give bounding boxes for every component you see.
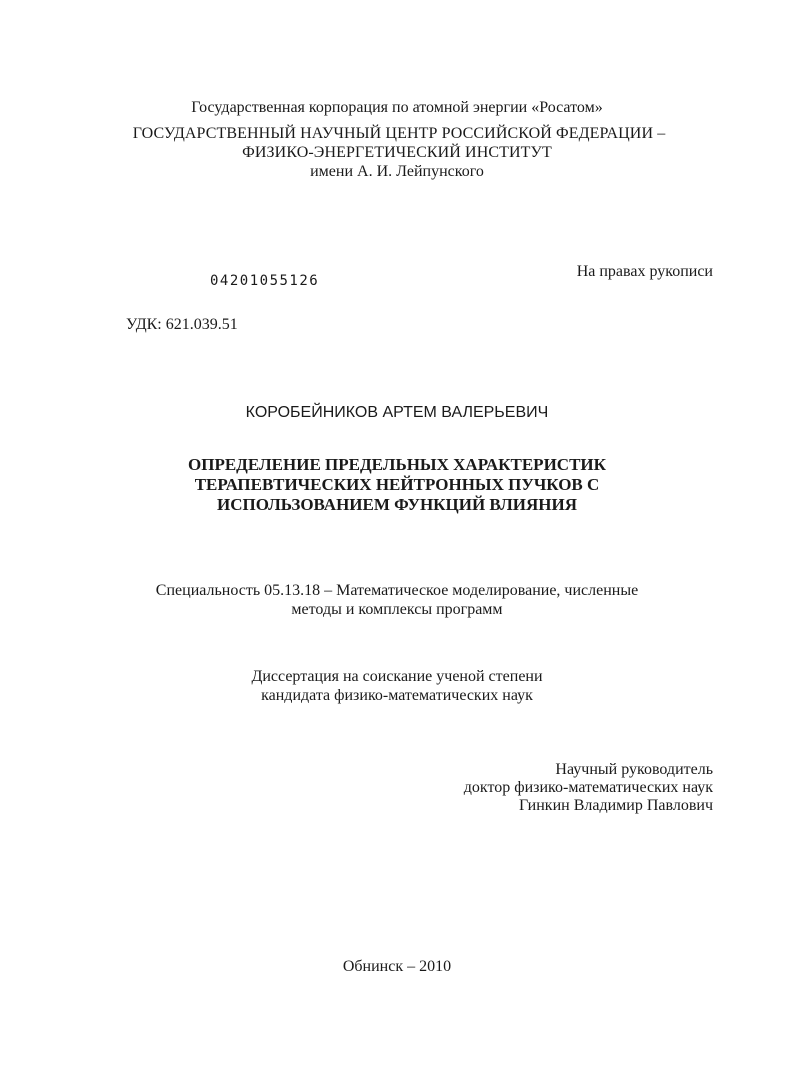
registration-number: 04201055126 [210,273,320,289]
center-line: ГОСУДАРСТВЕННЫЙ НАУЧНЫЙ ЦЕНТР РОССИЙСКОЙ ФЕДЕРАЦИИ – [132,125,666,142]
degree-line-1: Диссертация на соискание ученой степени [251,668,543,685]
title-line-3: ИСПОЛЬЗОВАНИЕМ ФУНКЦИЙ ВЛИЯНИЯ [216,495,577,514]
institute-name: ФИЗИКО-ЭНЕРГЕТИЧЕСКИЙ ИНСТИТУТ [242,144,552,161]
title-line-1: ОПРЕДЕЛЕНИЕ ПРЕДЕЛЬНЫХ ХАРАКТЕРИСТИК [188,455,606,474]
supervisor-role: Научный руководитель [555,761,713,778]
supervisor-degree: доктор физико-математических наук [463,779,713,796]
specialty-line-1: Специальность 05.13.18 – Математическое моделирование, численные [155,582,639,599]
author-name: КОРОБЕЙНИКОВ АРТЕМ ВАЛЕРЬЕВИЧ [245,404,549,421]
org-line: Государственная корпорация по атомной энергии «Росатом» [191,99,603,116]
udc-code: УДК: 621.039.51 [126,316,238,333]
supervisor-name: Гинкин Владимир Павлович [519,797,713,814]
institute-named-after: имени А. И. Лейпунского [310,163,484,180]
degree-line-2: кандидата физико-математических наук [261,687,533,704]
title-line-2: ТЕРАПЕВТИЧЕСКИХ НЕЙТРОННЫХ ПУЧКОВ С [194,475,600,494]
city-year: Обнинск – 2010 [342,958,452,975]
specialty-line-2: методы и комплексы программ [291,601,503,618]
manuscript-rights: На правах рукописи [576,263,713,280]
